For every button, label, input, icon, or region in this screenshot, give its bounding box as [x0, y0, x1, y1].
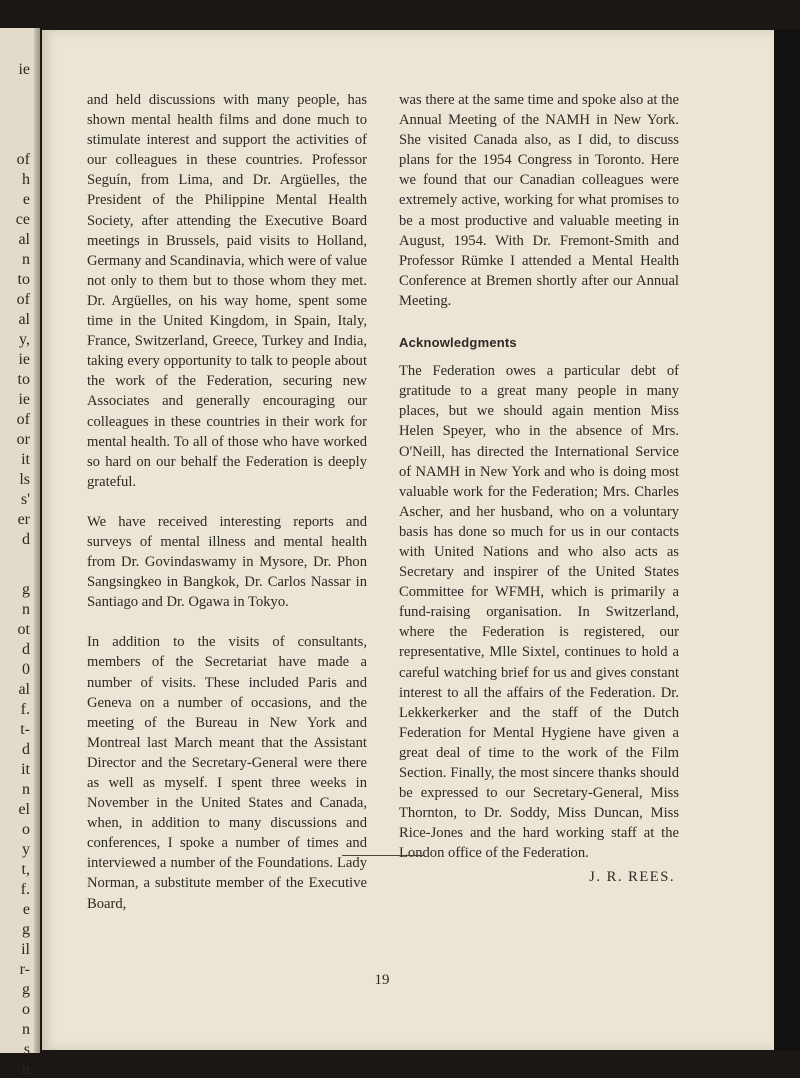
previous-page-fragment: d [22, 641, 30, 658]
left-column [87, 90, 367, 914]
previous-page-fragment: h [22, 171, 30, 188]
paragraph: The Federation owes a particular debt of gratitude to a great many people in many places, but we should again mention Miss Helen Speyer, who in the absence of Mrs. O'Neill, has directed the International Service of NAMH in New York and who is doing most valuable work for the Federation; Mrs. Charles Ascher, and her husband, who on a voluntary basis has done so much for us in our contacts with United Nations and who also acts as Secretary and inspirer of the United States Committee for WFMH, which is primarily a fund-raising organisation. In Switzerland, where the Federation is registered, our representative, Mlle Sixtel, continues to hold a careful watching brief for us and gives constant interest to all the affairs of the Federation. Dr. Lekkerkerker and the staff of the Dutch Federation for Mental Hygiene have given a great deal of time to the work of the Film Section. Finally, the most sincere thanks should be expressed to our Secretary-General, Miss Thornton, to Dr. Soddy, Miss Duncan, Miss Rice-Jones and the hard working staff at the London office of the Federation. [399, 363, 679, 862]
previous-page-fragment: n [22, 601, 30, 618]
previous-page-fragment: g [22, 581, 30, 598]
previous-page-fragment: n [22, 1061, 30, 1078]
previous-page-fragment: y [22, 841, 30, 858]
previous-page-fragment: f. [20, 881, 30, 898]
previous-page-fragment: f. [20, 701, 30, 718]
section-heading: Acknowledgments [399, 335, 517, 351]
previous-page-fragment: n [22, 1021, 30, 1038]
previous-page-fragment: 0 [22, 661, 30, 678]
paragraph: and held discussions with many people, has shown mental health films and done much to stimulate interest and support the activities of our colleagues in these countries. Professor Seguín, from Lima, and Dr. Argüelles, the President of the Philippine Mental Health Society, after attending the Executive Board meetings in Brussels, paid visits to Holland, Germany and Scandinavia, which were of value not only to them but to those whom they met. Dr. Argüelles, on his way home, spent some time in the United Kingdom, in Spain, Italy, France, Switzerland, Greece, Turkey and India, taking every opportunity to talk to people about the work of the Federation, securing new Associates and generally encouraging our colleagues in these countries in their work for mental health. To all of those who have worked so hard on our behalf the Federation is deeply grateful. [87, 92, 368, 490]
previous-page-fragment: t, [21, 861, 30, 878]
previous-page-fragment: g [22, 921, 30, 938]
previous-page-fragment: of [16, 151, 30, 168]
previous-page-fragment: ie [18, 351, 30, 368]
previous-page-fragment: d [22, 741, 30, 758]
previous-page-fragment: e [22, 191, 30, 208]
previous-page-fragment: it [21, 451, 30, 468]
previous-page-fragment: el [18, 801, 30, 818]
previous-page-fragment: d [22, 531, 30, 548]
previous-page-fragment: al [18, 311, 30, 328]
previous-page-fragment: g [22, 981, 30, 998]
right-column [399, 90, 679, 888]
previous-page-fragment: er [17, 511, 30, 528]
author-signature: J. R. REES. [589, 869, 675, 886]
section-divider [342, 855, 424, 856]
previous-page-fragment: o [22, 1001, 30, 1018]
previous-page-edge [0, 28, 40, 1078]
previous-page-fragment: it [21, 761, 30, 778]
book-gutter [34, 28, 40, 1053]
paragraph: In addition to the visits of consultants, members of the Secretariat have made a number of visits. These included Paris and Geneva on a number of occasions, and the meeting of the Bureau in New York and Montreal last March meant that the Assistant Director and the Secretary-General were there as well as myself. I spent three weeks in November in the United States and Canada, when, in addition to many discussions and conferences, I spoke a number of times and interviewed a number of the Foundations. Lady Norman, a substitute member of the Executive Board, [87, 634, 367, 912]
paragraph: was there at the same time and spoke also at the Annual Meeting of the NAMH in New York. She visited Canada also, as I did, to discuss plans for the 1954 Congress in Toronto. Here we found that our Canadian colleagues were extremely active, working for what promises to be a most productive and valuable meeting in August, 1954. With Dr. Fremont-Smith and Professor Rümke I attended a Mental Health Conference at Bremen shortly after our Annual Meeting. [399, 92, 679, 309]
page-number: 19 [374, 972, 390, 988]
previous-page-fragment: n [22, 781, 30, 798]
previous-page-fragment: to [17, 371, 30, 388]
previous-page-fragment: r- [19, 961, 30, 978]
previous-page-fragment: s [23, 1041, 30, 1058]
previous-page-fragment: e [22, 901, 30, 918]
previous-page-fragment: s' [20, 491, 30, 508]
previous-page-fragment: ie [18, 61, 30, 78]
previous-page-fragment: of [16, 411, 30, 428]
previous-page-fragment: n [22, 251, 30, 268]
previous-page-fragment: al [18, 231, 30, 248]
previous-page-fragment: y, [19, 331, 30, 348]
previous-page-fragment: o [22, 821, 30, 838]
previous-page-fragment: il [21, 941, 30, 958]
previous-page-fragment: t- [20, 721, 30, 738]
previous-page-fragment: ie [18, 391, 30, 408]
scan-border [774, 30, 800, 1050]
previous-page-fragment: ce [15, 211, 30, 228]
previous-page-fragment: to [17, 271, 30, 288]
previous-page-fragment: or [16, 431, 30, 448]
previous-page-fragment: ot [17, 621, 30, 638]
paragraph: We have received interesting reports and surveys of mental illness and mental health from Dr. Govindaswamy in Mysore, Dr. Phon Sangsingkeo in Bangkok, Dr. Carlos Nassar in Santiago and Dr. Ogawa in Tokyo. [87, 513, 367, 611]
previous-page-fragment: ls [19, 471, 30, 488]
previous-page-fragment: of [16, 291, 30, 308]
previous-page-fragment: al [18, 681, 30, 698]
document-page [42, 30, 774, 1050]
